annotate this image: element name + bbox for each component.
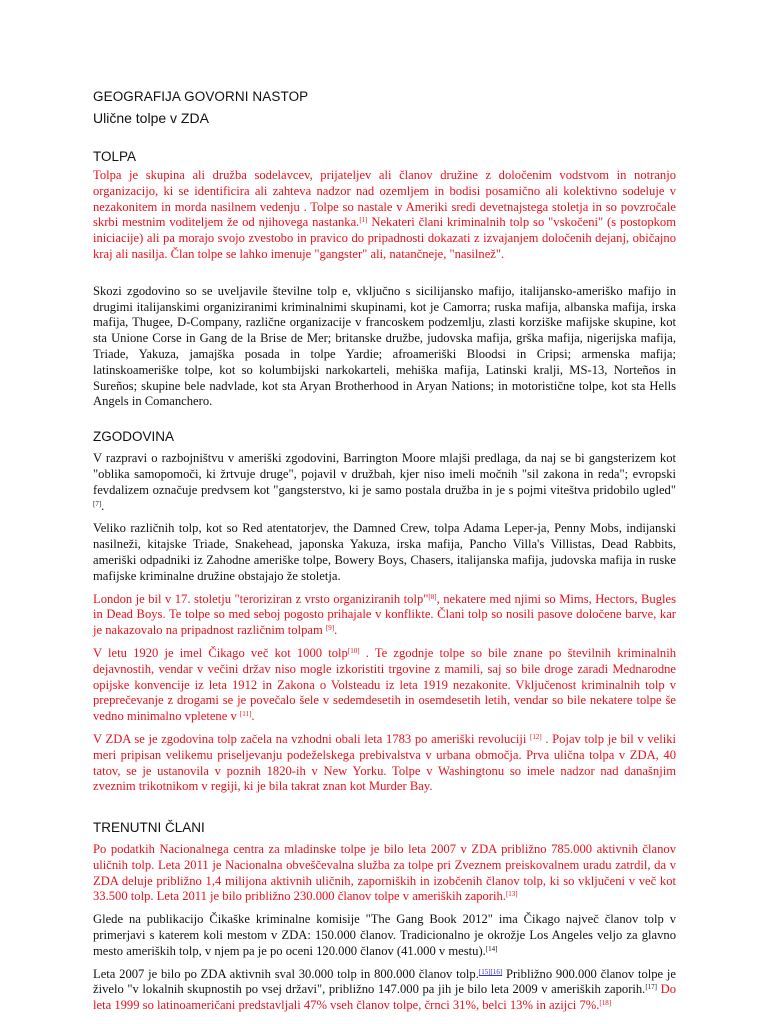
paragraph: Veliko različnih tolp, kot so Red atentatorjev, the Damned Crew, tolpa Adama Leper-ja, Penny Mobs, indijanski nasilneži, kitajske Triade, Snakehead, japonska Yakuza, irska mafija, Pancho Villa's Villistas, Dead Rabbits, ameriški odpadniki iz Zahodne ameriške tolpe, Bowery Boys, Chasers, italijanska mafija, judovska mafija in ruske mafijske kriminalne družine obstajajo že stoletja. — [93, 521, 676, 583]
paragraph-text: Približno 900.000 članov tolpe je živelo "v lokalnih skupnostih po vsej državi", približno 147.000 pa jih je bilo leta 2009 v ameriških zaporih. — [93, 966, 677, 997]
paragraph — [93, 451, 676, 514]
footnote-ref[interactable]: [8] — [428, 592, 437, 601]
footnote-ref[interactable]: [10] — [347, 646, 360, 655]
paragraph-text: V ZDA se je zgodovina tolp začela na vzhodni obali leta 1783 po ameriški revoluciji — [93, 731, 531, 746]
paragraph-text: V letu 1920 je imel Čikago več kot 1000 tolp — [93, 645, 348, 660]
paragraph — [93, 842, 676, 905]
footnote-ref[interactable]: [11] — [239, 710, 252, 719]
paragraph-text: London je bil v 17. stoletju "teroriziran z vrsto organiziranih tolp" — [93, 591, 429, 606]
footnote-link[interactable]: [15][16] — [478, 967, 503, 976]
section-heading-zgodovina: ZGODOVINA — [93, 429, 175, 445]
section-heading-tolpa: TOLPA — [93, 149, 137, 164]
paragraph: Skozi zgodovino so se uveljavile številne tolp e, vključno s sicilijansko mafijo, italijansko-ameriško mafijo in drugimi italijanskimi organiziranimi kriminalnimi skupinami, kot je Camorra; ruska mafija, albanska mafija, irska mafija, Thugee, D-Company, različne organizacije v francoskem podzemlju, zlasti korziške mafijske skupine, kot sta Unione Corse in Gang de la Brise de Mer; britanske družbe, judovska mafija, grška mafija, nigerijska mafija, Triade, Yakuza, jamajška posada in tolpe Yardie; afroameriški Bloodsi in Cripsi; armenska mafija; latinskoameriške tolpe, kot so kolumbijski narkokarteli, mehiška mafija, Latinski kralji, MS-13, Norteños in Sureños; skupine bele nadvlade, kot sta Aryan Brotherhood in Aryan Nations; in motoristične tolpe, kot sta Hells Angels in Comanchero. — [93, 283, 676, 409]
paragraph-text: . Pojav tolp je bil v veliki meri pripisan velikemu priseljevanju podeželskega prebivalstva v urbana območja. Prva ulična tolpa v ZDA, 40 tatov, se je ustanovila v poznih 1820-ih v New Yorku. Tolpe v Washingtonu so imele nadzor nad današnjim zveznim trikotnikom v regiji, ki je bila takrat znan kot Murder Bay. — [93, 731, 676, 794]
paragraph-text: Tolpa je skupina ali družba sodelavcev, prijateljev ali članov družine z določenim vodstvom in notranjo organizacijo, ki se identificira ali zahteva nadzor nad ozemljem in bodisi posamično ali kolektivno sodeluje v nezakonitem in morda nasilnem vedenju . Tolpe so nastale v Ameriki sredi devetnajstega stoletja in so povzročale skrbi mestnim voditeljem že od njihovega nastanka. — [93, 168, 676, 230]
paragraph — [93, 592, 676, 639]
footnote-ref[interactable]: [12] — [530, 732, 542, 741]
paragraph-text: . — [334, 623, 338, 638]
document-page — [93, 88, 676, 1014]
paragraph-text: Glede na publikacijo Čikaške kriminalne komisije "The Gang Book 2012" ima Čikago največ članov tolp v primerjavi s katerem koli mestom v ZDA: 150.000 članov. Tradicionalno je okrožje Los Angeles veljo za glavno mesto ameriških tolp, v njem pa je po oceni 120.000 članov (41.000 v mestu). — [93, 912, 676, 958]
paragraph-text: V razpravi o razbojništvu v ameriški zgodovini, Barrington Moore mlajši predlaga, da naj se bi gangsterizem kot "oblika samopomoči, ki žrtvuje druge", pojavil v družbah, kjer niso imeli močnih "sil zakona in reda"; evropski fevdalizem označuje predvsem kot "gangsterstvo, ki je samo postala družba in je s pojmi viteštva pridobilo ugled" — [93, 451, 676, 497]
footnote-ref[interactable]: [1] — [359, 216, 368, 225]
footnote-ref[interactable]: [14] — [485, 944, 498, 953]
paragraph-text: , nekatere med njimi so Mims, Hectors, Bugles in Dead Boys. Te tolpe so med seboj pogosto prihajale v konflikte. Člani tolp so nosili pasove določene barve, kar je nakazovalo na pripadnost različnim tolpam — [93, 591, 676, 638]
paragraph-text: . — [101, 498, 105, 513]
paragraph-text: Leta 2007 je bilo po ZDA aktivnih sval 30.000 tolp in 800.000 članov tolp. — [93, 966, 479, 981]
footnote-ref[interactable]: [13] — [505, 890, 518, 899]
footnote-ref[interactable]: [18] — [599, 999, 612, 1008]
paragraph-text: . — [251, 709, 255, 724]
footnote-ref[interactable]: [7] — [93, 499, 102, 508]
footnote-ref[interactable]: [9] — [325, 624, 335, 633]
paragraph-text: Nekateri člani kriminalnih tolp so "vskočeni" (s postopkom iniciacije) ali pa morajo svojo zvestobo in pravico do pripadnosti dokazati z izvajanjem določenih dejanj, običajno kraj ali nasilja. Član tolpe se lahko imenuje "gangster" ali, natančneje, "nasilnež". — [93, 215, 676, 261]
paragraph — [93, 912, 676, 959]
footnote-ref[interactable]: [17] — [645, 983, 658, 992]
document-title: GEOGRAFIJA GOVORNI NASTOP — [93, 89, 309, 104]
paragraph — [93, 646, 676, 725]
paragraph-text: . Te zgodnje tolpe so bile znane po številnih kriminalnih dejavnostih, vendar v večini držav niso mogle izkoristiti trgovine z mamili, saj so bile droge zaradi Mednarodne opijske konvencije iz leta 1912 in Zakona o Volsteadu iz leta 1919 nezakonite. Vključenost kriminalnih tolp v preprečevanje z drogami se je povečalo šele v sedemdesetih in osemdesetih letih, vendar so bile nekatere tolpe še vedno minimalno vpletene v — [93, 645, 676, 724]
section-heading-trenutni-clani: TRENUTNI ČLANI — [93, 820, 205, 836]
paragraph — [93, 732, 676, 795]
paragraph — [93, 168, 676, 263]
document-subtitle: Ulične tolpe v ZDA — [93, 110, 209, 126]
paragraph-text: Po podatkih Nacionalnega centra za mladinske tolpe je bilo leta 2007 v ZDA približno 785.000 aktivnih članov uličnih tolp. Leta 2011 je Nacionalna obveščevalna služba za tolpe pri Zveznem preiskovalnem uradu zatrdil, da v ZDA deluje približno 1,4 milijona aktivnih uličnih, zaporniških in izobčenih članov tolp, ki so vključeni v več kot 33.500 tolp. Leta 2011 je bilo približno 230.000 članov tolpe v ameriških zaporih. — [93, 842, 676, 904]
paragraph-text: Do leta 1999 so latinoameričani predstavljali 47% vseh članov tolpe, črnci 31%, belci 13% in azijci 7%. — [93, 982, 677, 1013]
paragraph — [93, 967, 676, 1014]
